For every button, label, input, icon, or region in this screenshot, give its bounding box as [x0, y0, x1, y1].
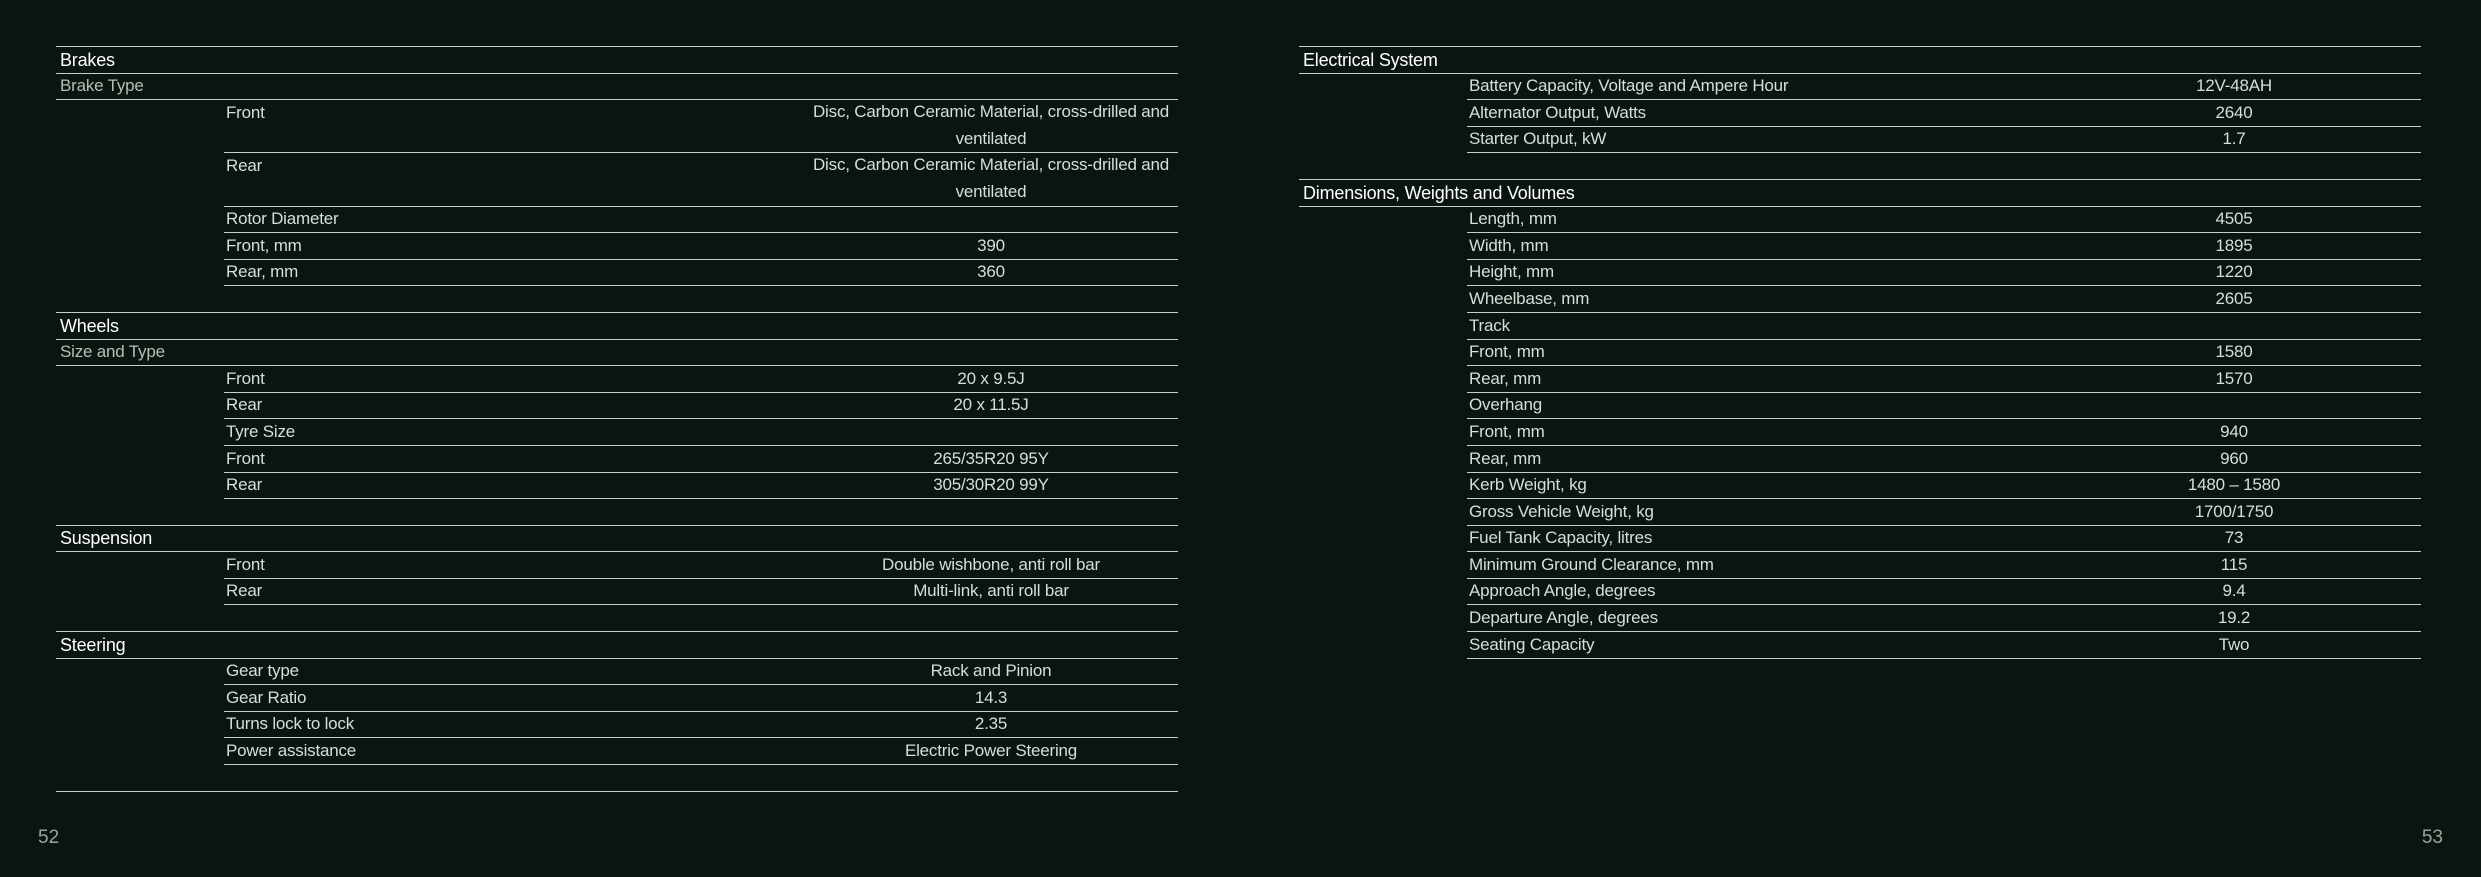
spec-label: Tyre Size: [226, 421, 296, 441]
spec-value: 19.2: [2217, 608, 2251, 628]
section-heading-electrical-system: [1299, 47, 2421, 74]
spec-row: [56, 579, 1178, 606]
spec-row: [1299, 260, 2421, 287]
spec-label: Front: [226, 554, 265, 574]
spec-label: Power assistance: [226, 741, 357, 761]
spec-row: [1299, 286, 2421, 313]
spec-label: Front: [226, 448, 265, 468]
spec-row: [56, 712, 1178, 739]
spec-value: 1700/1750: [2194, 501, 2274, 521]
spec-value: 12V-48AH: [2196, 76, 2272, 96]
spec-row: [56, 473, 1178, 500]
spec-value: 9.4: [2222, 581, 2246, 601]
spec-label: Rear, mm: [1469, 448, 1542, 468]
spec-row: [1299, 605, 2421, 632]
spec-label: Kerb Weight, kg: [1469, 475, 1587, 495]
spec-row: [1299, 526, 2421, 553]
spec-label: Rear, mm: [1469, 368, 1542, 388]
spec-label: Front, mm: [1469, 421, 1545, 441]
spec-row: [1299, 552, 2421, 579]
spec-row: [1299, 127, 2421, 154]
spec-label: Alternator Output, Watts: [1469, 102, 1646, 122]
spec-row: [56, 738, 1178, 765]
right-page: [1299, 46, 2421, 659]
section-title: Steering: [60, 634, 126, 655]
spec-row: [56, 207, 1178, 234]
divider: [1467, 658, 2421, 659]
spec-value: 1580: [2215, 342, 2253, 362]
spec-value: Multi-link, anti roll bar: [913, 581, 1069, 601]
spec-row: [1299, 340, 2421, 367]
subheading-row: [56, 340, 1178, 367]
spec-row: [56, 446, 1178, 473]
spec-row: [1299, 233, 2421, 260]
spec-label: Seating Capacity: [1469, 634, 1595, 654]
spec-label: Fuel Tank Capacity, litres: [1469, 528, 1653, 548]
spec-row: [1299, 579, 2421, 606]
spec-value: 1220: [2215, 262, 2253, 282]
section-title: Wheels: [60, 315, 119, 336]
spec-value: 1570: [2215, 368, 2253, 388]
spec-label: Width, mm: [1469, 235, 1549, 255]
spec-value: 2.35: [974, 714, 1008, 734]
spec-value: 1895: [2215, 235, 2253, 255]
spec-label: Front: [226, 368, 265, 388]
spec-row: [56, 233, 1178, 260]
section-spacer: [1299, 153, 2421, 180]
spec-value: 360: [977, 262, 1005, 282]
spec-value: 305/30R20 99Y: [933, 475, 1049, 495]
section-heading-brakes: [56, 47, 1178, 74]
page-number-left: 52: [38, 827, 60, 848]
spec-row: [1299, 100, 2421, 127]
spec-label: Gear type: [226, 661, 299, 681]
spec-row: [1299, 207, 2421, 234]
spec-label: Wheelbase, mm: [1469, 288, 1590, 308]
spec-row: [56, 552, 1178, 579]
subheading-row: [56, 74, 1178, 101]
spec-value: 115: [2220, 554, 2248, 574]
spec-label: Rotor Diameter: [226, 209, 339, 229]
spec-value: 73: [2224, 528, 2244, 548]
spec-value: 20 x 9.5J: [957, 368, 1025, 388]
section-spacer: [56, 286, 1178, 313]
spec-row: [1299, 419, 2421, 446]
spec-value: 265/35R20 95Y: [933, 448, 1049, 468]
section-title: Suspension: [60, 528, 153, 549]
spec-label: Departure Angle, degrees: [1469, 608, 1658, 628]
spec-label: Track: [1469, 315, 1510, 335]
spec-row: [1299, 393, 2421, 420]
spec-label: Battery Capacity, Voltage and Ampere Hour: [1469, 76, 1789, 96]
spec-label: Minimum Ground Clearance, mm: [1469, 554, 1714, 574]
spec-value: 390: [977, 235, 1005, 255]
spec-label: Rear: [226, 395, 263, 415]
subheading-label: Brake Type: [60, 76, 144, 96]
spec-row: [56, 393, 1178, 420]
section-heading-wheels: [56, 313, 1178, 340]
spec-value: 1.7: [2222, 129, 2246, 149]
spec-label: Front, mm: [1469, 342, 1545, 362]
spec-value: Double wishbone, anti roll bar: [882, 554, 1100, 574]
spec-row: [56, 260, 1178, 287]
spec-label: Gross Vehicle Weight, kg: [1469, 501, 1654, 521]
spec-value: 2605: [2215, 288, 2253, 308]
spec-label: Rear: [226, 156, 263, 176]
subheading-label: Size and Type: [60, 342, 165, 362]
spec-value: 2640: [2215, 102, 2253, 122]
spec-row: [56, 100, 1178, 153]
spec-value: Electric Power Steering: [904, 741, 1078, 761]
section-heading-steering: [56, 632, 1178, 659]
section-spacer: [56, 765, 1178, 792]
section-heading-dimensions-weights-and-volumes: [1299, 180, 2421, 207]
spec-row: [1299, 313, 2421, 340]
spec-label: Front: [226, 103, 265, 123]
spec-value: 1480 – 1580: [2187, 475, 2281, 495]
spec-label: Gear Ratio: [226, 687, 307, 707]
spec-row: [1299, 473, 2421, 500]
spec-row: [1299, 74, 2421, 101]
spec-row: [1299, 366, 2421, 393]
spec-label: Overhang: [1469, 395, 1543, 415]
spec-label: Rear, mm: [226, 262, 299, 282]
spec-value: 20 x 11.5J: [953, 395, 1029, 415]
divider: [56, 791, 1178, 792]
spec-row: [1299, 632, 2421, 659]
page-number-right: 53: [2421, 827, 2443, 848]
spec-value: Two: [2218, 634, 2250, 654]
spec-label: Height, mm: [1469, 262, 1554, 282]
spec-label: Turns lock to lock: [226, 714, 355, 734]
spec-value: 4505: [2215, 209, 2253, 229]
section-title: Brakes: [60, 49, 115, 70]
spec-value: Disc, Carbon Ceramic Material, cross-drilled and ventilated: [812, 102, 1170, 148]
section-spacer: [56, 499, 1178, 526]
spec-value: 960: [2220, 448, 2248, 468]
spec-label: Approach Angle, degrees: [1469, 581, 1656, 601]
spec-label: Rear: [226, 581, 263, 601]
left-page: [56, 46, 1178, 792]
section-heading-suspension: [56, 526, 1178, 553]
spec-value: Rack and Pinion: [930, 661, 1052, 681]
spec-row: [1299, 446, 2421, 473]
spec-row: [56, 366, 1178, 393]
spec-row: [1299, 499, 2421, 526]
spec-label: Starter Output, kW: [1469, 129, 1607, 149]
spec-row: [56, 659, 1178, 686]
spec-value: Disc, Carbon Ceramic Material, cross-drilled and ventilated: [812, 155, 1170, 201]
section-title: Electrical System: [1303, 49, 1438, 70]
spec-label: Length, mm: [1469, 209, 1557, 229]
spec-row: [56, 685, 1178, 712]
spec-value: 940: [2220, 421, 2248, 441]
spec-row: [56, 153, 1178, 206]
spec-label: Rear: [226, 475, 263, 495]
spec-value: 14.3: [974, 687, 1008, 707]
section-spacer: [56, 605, 1178, 632]
section-title: Dimensions, Weights and Volumes: [1303, 182, 1575, 203]
spec-label: Front, mm: [226, 235, 302, 255]
spec-row: [56, 419, 1178, 446]
